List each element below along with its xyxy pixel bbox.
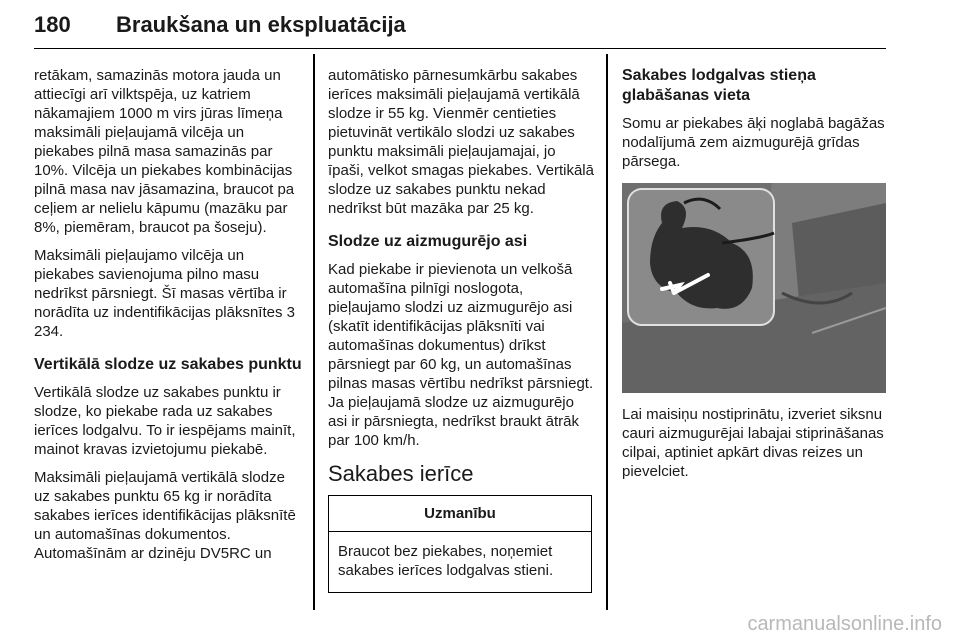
max-mass-text: Maksimāli pieļaujamo vilcēja un piekabes savienojuma pilno masu nedrīkst pārsniegt. Šī masas vērtība ir norādīta uz indentifikācijas plāksnītes — [34, 247, 287, 321]
page-number: 180 — [34, 12, 71, 37]
warning-box — [328, 495, 592, 593]
paragraph-automatic-gearbox: automātisko pārnesumkārbu sakabes ierīces maksimāli pieļaujamā vertikālā slodze ir 55 kg. Vienmēr centieties pietuvināt vertikālo slodzi uz sakabes punktu maksimāli pieļaujamajai, jo īpaši, velkot smagas piekabes. Vertikālā slodze uz sakabes punktu nekad nedrīkst būt mazāka par 25 kg. — [328, 67, 594, 217]
heading-towing-device: Sakabes ierīce — [328, 461, 474, 486]
page-title: Braukšana un ekspluatācija — [116, 12, 406, 37]
trunk-photo — [622, 183, 886, 393]
column-3 — [622, 66, 888, 490]
page-header — [34, 4, 886, 49]
paragraph-rear-axle: Kad piekabe ir pievienota un velkošā automašīna pilnīgi noslogota, pieļaujamo slodzi uz aizmugurējo asi (skatīt identifikācijas plāksnīti vai automašīnas dokumentus) drīkst pārsniegt par 60 kg, un automašīnas pilnas masas vērtību nedrīkst pārsniegt. Ja pieļaujamā slodze uz aizmugurējo asi ir pārsniegta, nedrīkst braukt ātrāk par 100 km/h. — [328, 261, 594, 449]
heading-rear-axle: Slodze uz aizmugurējo asi — [328, 233, 528, 250]
column-1 — [34, 66, 304, 572]
column-divider-1 — [313, 54, 315, 610]
trunk-illustration — [622, 183, 886, 393]
warning-text: Braucot bez piekabes, noņemiet sakabes ierīces lodgalvas stieni. — [338, 543, 554, 579]
heading-storage: Sakabes lodgalvas stieņa glabāšanas vieta — [622, 67, 816, 104]
watermark: carmanualsonline.info — [747, 613, 942, 635]
column-divider-2 — [606, 54, 608, 610]
warning-title: Uzmanību — [329, 496, 591, 532]
paragraph-vertical-limit: Maksimāli pieļaujamā vertikālā slodze uz sakabes punktu 65 kg ir norādīta sakabes ierīces identifikācijas plāksnītē un automašīnas dokumentos. Automašīnām ar dzinēju DV5RC un — [34, 469, 296, 562]
column-2 — [328, 66, 594, 593]
paragraph-storage: Somu ar piekabes āķi noglabā bagāžas nodalījumā zem aizmugurējā grīdas pārsega. — [622, 115, 885, 170]
heading-vertical-load: Vertikālā slodze uz sakabes punktu — [34, 356, 302, 373]
paragraph-max-mass — [34, 246, 304, 341]
paragraph-vertical-load: Vertikālā slodze uz sakabes punktu ir slodze, ko piekabe rada uz sakabes ierīces lodgalvu. To ir iespējams mainīt, mainot kravas izvietojumu piekabē. — [34, 384, 296, 458]
paragraph-altitude: retākam, samazinās motora jauda un attiecīgi arī vilktspēja, uz katriem nākamajiem 1000 m virs jūras līmeņa maksimāli pieļaujamā vilcēja un piekabes pilnā masa samazinās par 10%. Vilcēja un piekabes kombinācijas pilnā masa nav jāsamazina, braucot pa ceļiem ar nelielu kāpumu (mazāku par 8%, piemēram, braucot pa šoseju). — [34, 67, 295, 236]
paragraph-secure-bag: Lai maisiņu nostiprinātu, izveriet siksnu cauri aizmugurējai labajai stiprināšanas cilpai, aptiniet apkārt divas reizes un pievelciet. — [622, 406, 884, 480]
page-reference-link[interactable]: 3 234. — [34, 304, 295, 340]
